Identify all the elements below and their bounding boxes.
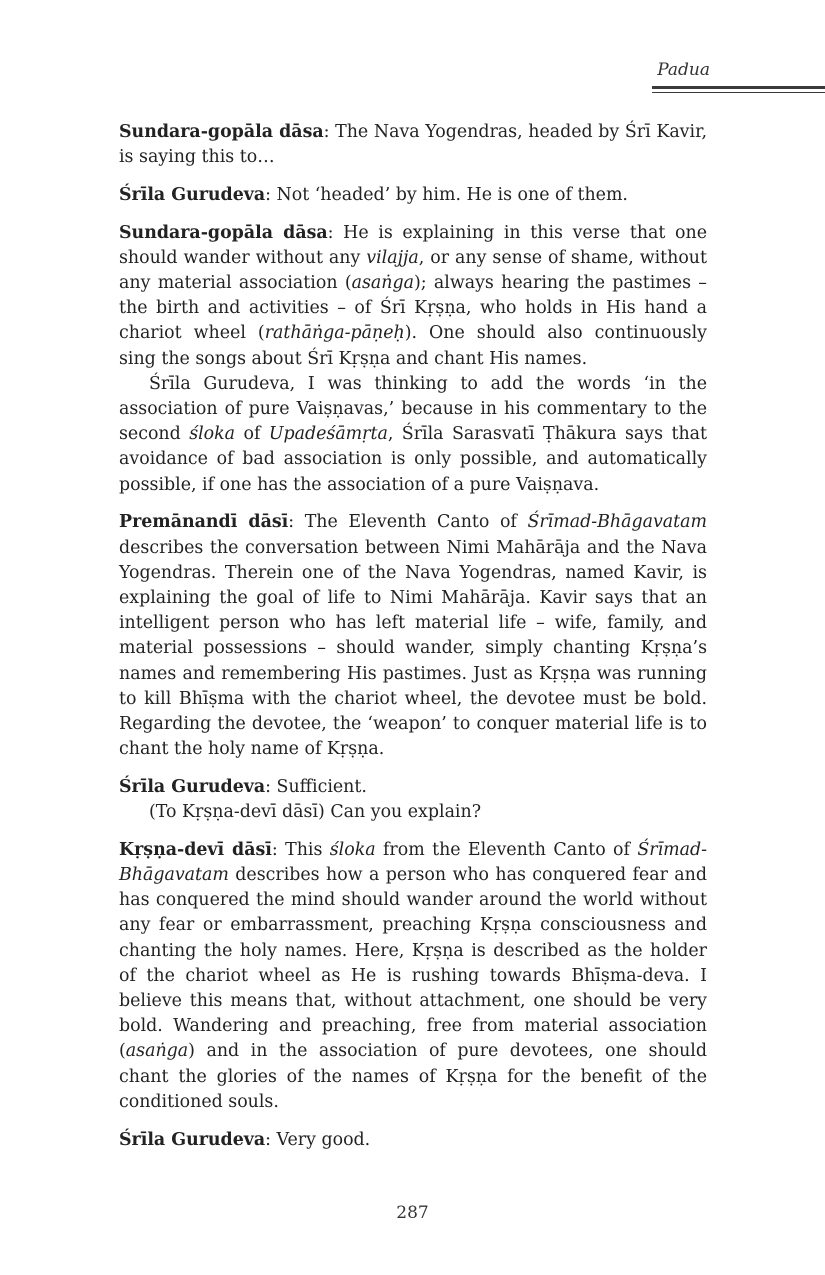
italic-term: rathāṅga-pāṇeḥ xyxy=(264,323,405,344)
speaker-name: Premānandī dāsī xyxy=(119,512,289,533)
speaker-name: Sundara-gopāla dāsa xyxy=(119,122,324,142)
header-rule-thick xyxy=(652,86,825,89)
speaker-name: Śrīla Gurudeva xyxy=(119,776,266,797)
dialogue-paragraph xyxy=(119,183,707,208)
italic-term: Śrīmad-Bhāgavatam xyxy=(527,512,707,533)
header-rule-thin xyxy=(652,92,825,93)
text-run: (To Kṛṣṇa-devī dāsī) Can you explain? xyxy=(149,802,482,823)
dialogue-paragraph xyxy=(119,510,707,762)
text-run: ); always hearing the pastimes – the birth and activities – of Śrī Kṛṣṇa, who holds in His hand a chariot wheel ( xyxy=(119,273,707,344)
dialogue-paragraph xyxy=(119,838,707,1115)
text-run: Śrīla Gurudeva, I was thinking to add the words ‘in the association of pure Vaiṣṇavas,’ because in his commentary to the second xyxy=(119,373,707,445)
italic-term: śloka xyxy=(329,839,376,860)
italic-term: asaṅga xyxy=(351,273,414,294)
speaker-name: Sundara-gopāla dāsa xyxy=(119,222,328,243)
text-run: from the Eleventh Canto of xyxy=(375,839,638,860)
dialogue-paragraph xyxy=(119,120,707,170)
text-run: : Not ‘headed’ by him. He is one of them. xyxy=(265,184,628,205)
italic-term: Śrīmad-Bhāgavatam xyxy=(119,839,707,885)
continuation-paragraph xyxy=(119,800,707,825)
text-run: : He is explaining in this verse that one should wander without any xyxy=(119,222,708,268)
text-run: : The Eleventh Canto of xyxy=(288,512,528,533)
speaker-name: Śrīla Gurudeva xyxy=(119,184,266,205)
text-run: : Sufficient. xyxy=(265,776,367,797)
text-run: describes the conversation between Nimi Mahārāja and the Nava Yogendras. Therein one of the Nava Yogendras, named Kavir, is explaining the goal of life to Nimi Mahārāja. Kavir says that an intelligent person who has left material life – wife, family, and material possessions – should wander, simply chanting Kṛṣṇa’s names and remembering His pastimes. Just as Kṛṣṇa was running to kill Bhīṣma with the chariot wheel, the devotee must be bold. Regarding the devotee, the ‘weapon’ to conquer material life is to chant the holy name of Kṛṣṇa. xyxy=(119,537,707,760)
text-run: : This xyxy=(271,839,330,860)
page-number: 287 xyxy=(396,1203,429,1223)
running-header-title: Padua xyxy=(657,60,710,80)
text-run: : The Nava Yogendras, headed by Śrī Kavir, is saying this to… xyxy=(119,122,707,168)
speaker-name: Kṛṣṇa-devī dāsī xyxy=(119,839,272,860)
italic-term: Upadeśāmṛta xyxy=(268,424,388,445)
text-run: describes how a person who has conquered fear and has conquered the mind should wander around the world without any fear or embarrassment, preaching Kṛṣṇa consciousness and chanting the holy names. Here, Kṛṣṇa is described as the holder of the chariot wheel as He is rushing towards Bhīṣma-deva. I believe this means that, without attachment, one should be very bold. Wandering and preaching, free from material association ( xyxy=(119,864,707,1062)
dialogue-paragraph xyxy=(119,775,707,800)
dialogue-paragraph xyxy=(119,221,707,372)
text-run: , Śrīla Sarasvatī Ṭhākura says that avoidance of bad association is only possible, and automatically possible, if one has the association of a pure Vaiṣṇava. xyxy=(119,424,707,495)
italic-term: asaṅga xyxy=(125,1041,189,1062)
text-run: ) and in the association of pure devotees, one should chant the glories of the names of Kṛṣṇa for the benefit of the conditioned souls. xyxy=(119,1041,707,1112)
body-text xyxy=(119,120,707,1165)
speaker-name: Śrīla Gurudeva xyxy=(119,1129,266,1150)
text-run: , or any sense of shame, without any material association ( xyxy=(119,247,708,294)
continuation-paragraph xyxy=(119,372,707,498)
text-run: ). One should also continuously sing the songs about Śrī Kṛṣṇa and chant His names. xyxy=(119,323,707,369)
italic-term: vilajja xyxy=(366,247,419,268)
italic-term: śloka xyxy=(189,424,236,445)
dialogue-paragraph xyxy=(119,1128,707,1153)
text-run: of xyxy=(235,424,269,445)
text-run: : Very good. xyxy=(265,1129,371,1150)
